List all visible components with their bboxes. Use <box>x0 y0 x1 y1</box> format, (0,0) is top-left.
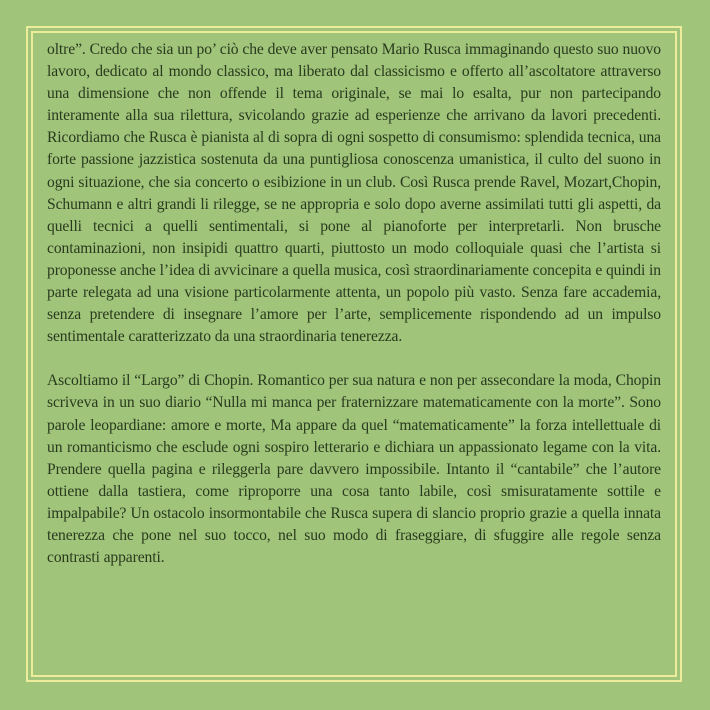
paragraph-1: oltre”. Credo che sia un po’ ciò che deve aver pensato Mario Rusca immaginando questo suo nuovo lavoro, dedicato al mondo classico, ma liberato dal classicismo e offerto all’ascoltatore attraverso una dimensione che non offende il tema originale, se mai lo esalta, pur non partecipando interamente alla sua rilettura, svicolando grazie ad esperienze che arrivano da lavori precedenti. Ricordiamo che Rusca è pianista al di sopra di ogni sospetto di consumismo: splendida tecnica, una forte passione jazzistica sostenuta da una puntigliosa conoscenza umanistica, il culto del suono in ogni situazione, che sia concerto o esibizione in un club. Così Rusca prende Ravel, Mozart,Chopin, Schumann e altri grandi li rilegge, se ne appropria e solo dopo averne assimilati tutti gli aspetti, da quelli tecnici a quelli sentimentali, si pone al pianoforte per interpretarli. Non brusche contaminazioni, non insipidi quattro quarti, piuttosto un modo colloquiale quasi che l’artista si proponesse anche l’idea di avvicinare a quella musica, così straordinariamente concepita e quindi in parte relegata ad una visione particolarmente attenta, un popolo più vasto. Senza fare accademia, senza pretendere di insegnare l’amore per l’arte, semplicemente rispondendo ad un impulso sentimentale caratterizzato da una straordinaria tenerezza. <box>47 41 661 346</box>
paragraph-2: Ascoltiamo il “Largo” di Chopin. Romantico per sua natura e non per assecondare la moda, Chopin scriveva in un suo diario “Nulla mi manca per fraternizzare matematicamente con la morte”. Sono parole leopardiane: amore e morte, Ma appare da quel “matematicamente” la forza intellettuale di un romanticismo che esclude ogni sospiro letterario e dichiara un appassionato legame con la vita. Prendere quella pagina e rileggerla pare davvero impossibile. Intanto il “cantabile” che l’autore ottiene dalla tastiera, come riproporre una cosa tanto labile, così smisuratamente sottile e impalpabile? Un ostacolo insormontabile che Rusca supera di slancio proprio grazie a quella innata tenerezza che pone nel suo tocco, nel suo modo di fraseggiare, di sfuggire alle regole senza contrasti apparenti. <box>47 372 661 567</box>
article-text <box>47 39 661 569</box>
